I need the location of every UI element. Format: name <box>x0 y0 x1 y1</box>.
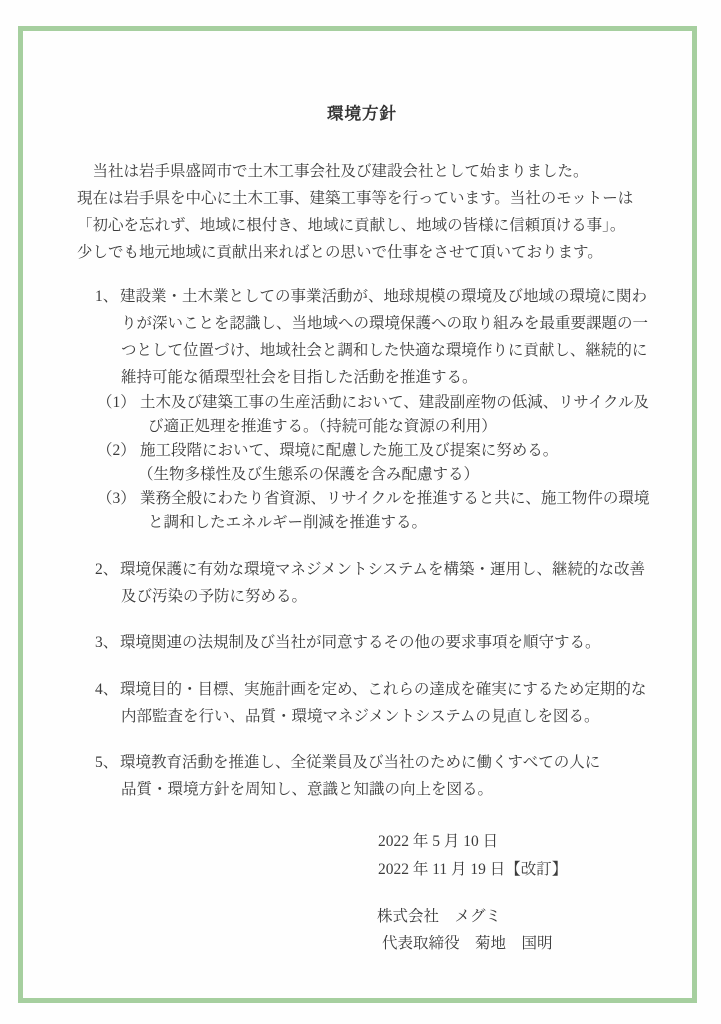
item-line <box>95 283 647 310</box>
sub-item-1-marker: （1） <box>97 394 136 411</box>
policy-item-1 <box>95 283 647 391</box>
issue-date: 2022 年 5 月 10 日 <box>378 833 499 850</box>
item-line: つとして位置づけ、地域社会と調和した快適な環境作りに貢献し、継続的に <box>121 342 648 359</box>
item-4-text: 環境目的・目標、実施計画を定め、これらの達成を確実にするため定期的な <box>120 681 647 698</box>
policy-item-5 <box>95 749 647 803</box>
revision-date: 2022 年 11 月 19 日【改訂】 <box>378 861 568 878</box>
intro-paragraph <box>77 158 647 266</box>
item-1-text: 建設業・土木業としての事業活動が、地球規模の環境及び地域の環境に関わ <box>120 288 648 305</box>
policy-item-3 <box>95 629 647 656</box>
item-5-text: 環境教育活動を推進し、全従業員及び当社のために働くすべての人に <box>120 754 601 771</box>
item-4-marker: 4、 <box>95 681 119 698</box>
intro-line-3: 「初心を忘れず、地域に根付き、地域に貢献し、地域の皆様に信頼頂ける事」。 <box>77 217 626 234</box>
item-3-text: 環境関連の法規制及び当社が同意するその他の要求事項を順守する。 <box>120 634 601 651</box>
policy-item-4 <box>95 676 647 730</box>
document-title: 環境方針 <box>327 104 397 123</box>
item-1-marker: 1、 <box>95 288 119 305</box>
item-5-marker: 5、 <box>95 754 119 771</box>
item-line <box>95 556 647 583</box>
document-content <box>77 0 650 957</box>
item-line: 品質・環境方針を周知し、意識と知識の向上を図る。 <box>121 781 494 798</box>
representative-name: 代表取締役 菊地 国明 <box>382 935 553 952</box>
intro-line-2: 現在は岩手県を中心に土木工事、建築工事等を行っています。当社のモットーは <box>77 190 634 207</box>
item-line: 維持可能な循環型社会を目指した活動を推進する。 <box>121 369 478 386</box>
sub-item-line: び適正処理を推進する。（持続可能な資源の利用） <box>148 418 497 435</box>
sub-item-line <box>97 439 647 463</box>
item-line: 内部監査を行い、品質・環境マネジメントシステムの見直しを図る。 <box>121 708 600 725</box>
item-line <box>95 629 647 656</box>
sub-item-line <box>97 487 650 511</box>
sub-item-3-text: 業務全般にわたり省資源、リサイクルを推進すると共に、施工物件の環境 <box>140 490 650 507</box>
intro-line-1: 当社は岩手県盛岡市で土木工事会社及び建設会社として始まりました。 <box>92 163 589 180</box>
sub-item-line: と調和したエネルギー削減を推進する。 <box>148 514 428 531</box>
item-line <box>95 749 647 776</box>
sub-item-1-text: 土木及び建築工事の生産活動において、建設副産物の低減、リサイクル及 <box>140 394 650 411</box>
sub-item-line <box>97 391 650 415</box>
item-line <box>95 676 647 703</box>
item-2-marker: 2、 <box>95 561 119 578</box>
company-name: 株式会社 メグミ <box>377 908 502 925</box>
sub-item-2-text: 施工段階において、環境に配慮した施工及び提案に努める。 <box>140 442 559 459</box>
date-block <box>378 828 647 884</box>
item-line: りが深いことを認識し、当地域への環境保護への取り組みを最重要課題の一 <box>121 315 649 332</box>
signature-block <box>377 903 647 957</box>
intro-line-4: 少しでも地元地域に貢献出来ればとの思いで仕事をさせて頂いております。 <box>77 244 603 261</box>
item-2-text: 環境保護に有効な環境マネジメントシステムを構築・運用し、継続的な改善 <box>120 561 645 578</box>
policy-item-2 <box>95 556 647 610</box>
sub-item-2-marker: （2） <box>97 442 136 459</box>
item-3-marker: 3、 <box>95 634 119 651</box>
sub-item-3-marker: （3） <box>97 490 136 507</box>
policy-sub-items <box>97 391 650 535</box>
sub-item-line: （生物多様性及び生態系の保護を含み配慮する） <box>138 466 480 483</box>
item-line: 及び汚染の予防に努める。 <box>121 588 308 605</box>
